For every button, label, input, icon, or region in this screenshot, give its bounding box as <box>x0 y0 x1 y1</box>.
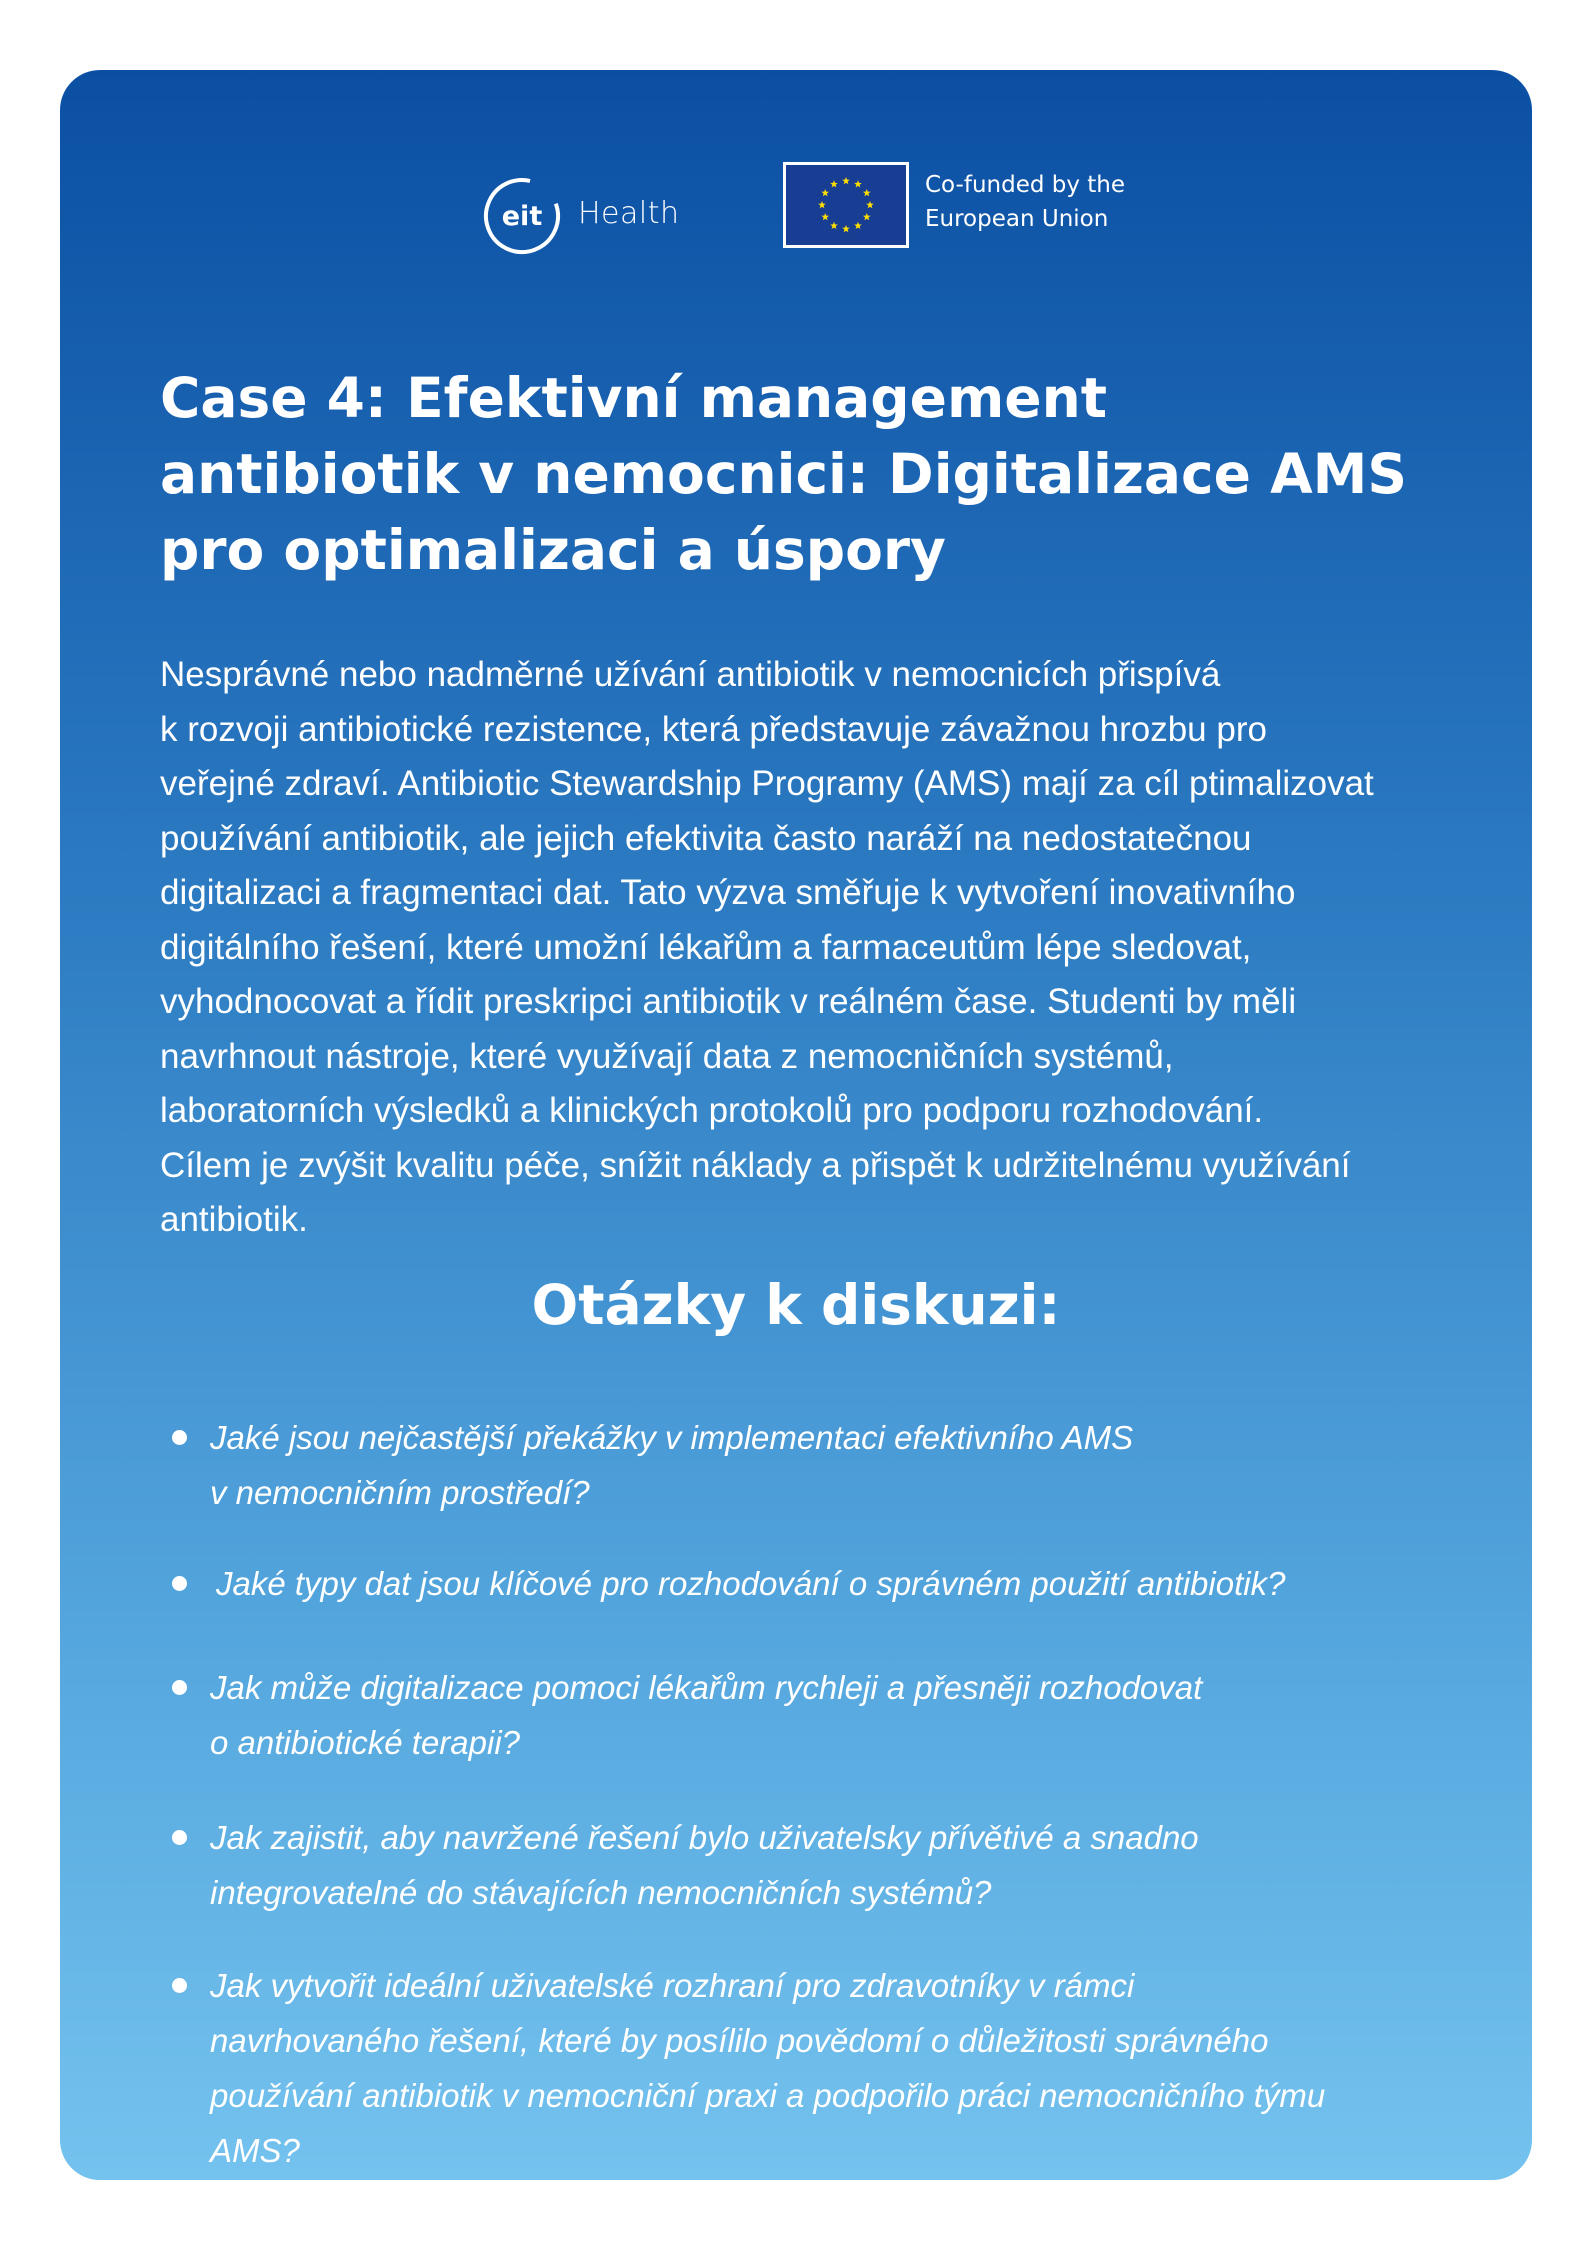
question-line: v nemocničním prostředí? <box>210 1474 590 1511</box>
question-line: Jak může digitalizace pomoci lékařům rychleji a přesněji rozhodovat <box>210 1669 1203 1706</box>
logo-bar <box>60 162 1532 282</box>
intro-line: digitalizaci a fragmentaci dat. Tato výzva směřuje k vytvoření inovativního <box>160 873 1296 912</box>
eu-star-icon <box>842 225 850 232</box>
eu-star-icon <box>842 177 850 184</box>
intro-line: digitálního řešení, které umožní lékařům a farmaceutům lépe sledovat, <box>160 927 1252 967</box>
bullet-icon <box>172 1576 187 1591</box>
eit-health-logo <box>474 168 734 278</box>
eu-star-icon <box>863 213 871 220</box>
eu-star-icon <box>866 201 874 208</box>
question-line: Jaké jsou nejčastější překážky v implementaci efektivního AMS <box>210 1419 1134 1456</box>
eu-star-icon <box>854 180 862 187</box>
eu-star-icon <box>818 201 826 208</box>
eu-text-line1: Co-funded by the <box>925 172 1126 198</box>
bullet-icon <box>172 1978 187 1993</box>
question-line: integrovatelné do stávajících nemocničních systémů? <box>210 1874 992 1911</box>
eu-star-icon <box>830 222 838 229</box>
eit-mark-icon <box>474 168 574 268</box>
eu-stars-icon <box>786 165 906 245</box>
eu-cofunded-logo <box>783 162 1203 252</box>
eu-text-line2: European Union <box>925 206 1109 232</box>
question-line: používání antibiotik v nemocniční praxi a podpořilo práci nemocničního týmu <box>210 2077 1326 2114</box>
intro-line: veřejné zdraví. Antibiotic Stewardship Programy (AMS) mají za cíl ptimalizovat <box>160 764 1374 803</box>
intro-paragraph <box>160 648 1480 1248</box>
eu-star-icon <box>830 180 838 187</box>
discussion-heading: Otázky k diskuzi: <box>531 1273 1061 1337</box>
question-line: o antibiotické terapii? <box>210 1724 521 1761</box>
intro-line: k rozvoji antibiotické rezistence, která představuje závažnou hrozbu pro <box>160 709 1267 749</box>
title-line: pro optimalizaci a úspory <box>160 518 946 582</box>
question-line: Jak vytvořit ideální uživatelské rozhraní pro zdravotníky v rámci <box>210 1967 1135 2004</box>
bullet-icon <box>172 1430 187 1445</box>
intro-line: vyhodnocovat a řídit preskripci antibiotik v reálném čase. Studenti by měli <box>160 982 1297 1021</box>
intro-line: navrhnout nástroje, které využívají data z nemocničních systémů, <box>160 1036 1174 1076</box>
question-line: navrhovaného řešení, které by posílilo povědomí o důležitosti správného <box>210 2022 1269 2059</box>
question-line: AMS? <box>210 2132 300 2169</box>
intro-line: používání antibiotik, ale jejich efektivita často naráží na nedostatečnou <box>160 818 1252 858</box>
bullet-icon <box>172 1680 187 1695</box>
bullet-icon <box>172 1830 187 1845</box>
question-item <box>210 1660 1460 1770</box>
question-line: Jaké typy dat jsou klíčové pro rozhodování o správném použití antibiotik? <box>216 1565 1286 1602</box>
title-line: antibiotik v nemocnici: Digitalizace AMS <box>160 442 1407 506</box>
eit-health-label: Health <box>578 196 680 231</box>
eu-cofunded-text <box>925 168 1125 236</box>
eu-flag-icon <box>783 162 909 248</box>
title-line: Case 4: Efektivní management <box>160 366 1108 430</box>
eu-star-icon <box>821 189 829 196</box>
case-card <box>60 70 1532 2180</box>
page-title <box>160 360 1460 588</box>
question-item <box>210 1958 1460 2178</box>
question-item <box>210 1410 1460 1520</box>
eit-mark-text: eit <box>501 201 543 232</box>
intro-line: Nesprávné nebo nadměrné užívání antibiotik v nemocnicích přispívá <box>160 655 1221 694</box>
question-line: Jak zajistit, aby navržené řešení bylo uživatelsky přívětivé a snadno <box>210 1819 1199 1856</box>
eu-star-icon <box>863 189 871 196</box>
eu-star-icon <box>854 222 862 229</box>
question-item <box>210 1810 1460 1920</box>
intro-line: laboratorních výsledků a klinických protokolů pro podporu rozhodování. <box>160 1091 1264 1130</box>
eu-star-icon <box>821 213 829 220</box>
intro-line: Cílem je zvýšit kvalitu péče, snížit náklady a přispět k udržitelnému využívání <box>160 1145 1351 1185</box>
question-item <box>216 1556 1466 1611</box>
intro-line: antibiotik. <box>160 1200 308 1239</box>
